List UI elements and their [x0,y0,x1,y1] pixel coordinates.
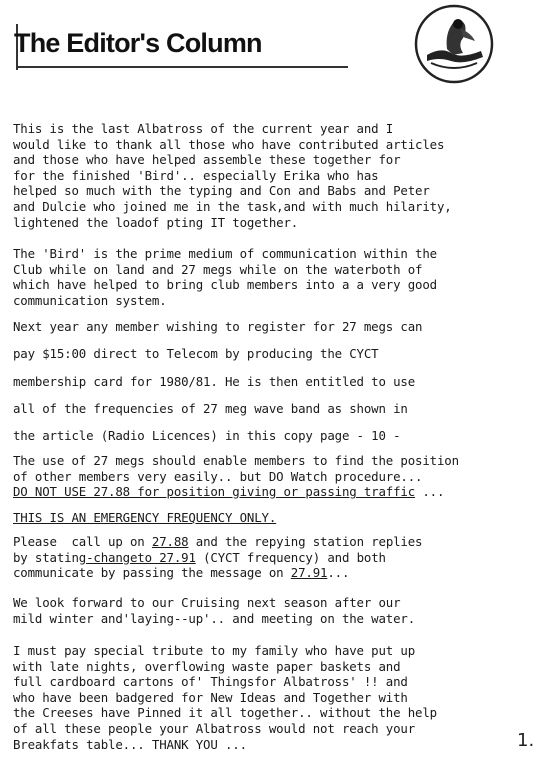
albatross-logo-icon [413,3,495,85]
registration-paragraph: Next year any member wishing to register for 27 megs can pay $15:00 direct to Telecom by producing the CYCT membership card for 1980/81. He is then entitled to use all of the frequencies of 27 meg wave band as shown in the article (Radio Licences) in this copy page - 10 - [13,319,423,444]
call-procedure-paragraph [13,534,533,581]
call-text-e: (CYCT frequency) and both communicate by passing the message on [13,549,386,581]
communication-paragraph: The 'Bird' is the prime medium of communication within the Club while on land and 27 megs while on the waterboth of which have helped to bring club members into a a very good communication system. [13,246,437,308]
tribute-paragraph: I must pay special tribute to my family who have put up with late nights, overflowing waste paper baskets and full cardboard cartons of' Thingsfor Albatross' !! and who have been badgered for New Ideas and Together with the Creeses have Pinned it all together.. without the help of all these people your Albatross would not reach your Breakfats table... THANK YOU ... [13,643,437,752]
warning-tail: ... [415,484,445,500]
call-text-c: and the repying station replies by stating [13,534,423,565]
warning-text: DO NOT USE 27.88 for position giving or passing traffic [13,484,416,500]
call-text-g: ... [327,565,350,581]
procedure-text: The use of 27 megs should enable members to find the position of other members very easily.. but DO Watch procedure... [13,453,459,484]
frequency-2788: 27.88 [151,534,189,549]
page-title: The Editor's Column [14,28,262,58]
procedure-paragraph [13,453,533,500]
page-number-mark: 1. [517,730,535,751]
changeto-2791: -changeto 27.91 [86,549,196,565]
cruising-paragraph: We look forward to our Cruising next season after our mild winter and'laying--up'.. and meeting on the water. [13,595,416,626]
call-text-a: Please call up on [13,534,152,549]
frequency-2791: 27.91 [290,565,328,581]
emergency-frequency-notice: THIS IS AN EMERGENCY FREQUENCY ONLY. [13,510,277,525]
title-frame-bottom-rule [18,66,348,68]
intro-paragraph: This is the last Albatross of the current year and I would like to thank all those who have contributed articles and those who have helped assemble these together for for the finished 'Bird'.. especially Erika who has helped so much with the typing and Con and Babs and Peter and Dulcie who joined me in the task,and with much hilarity, lightened the loadof pting IT together. [13,121,452,230]
